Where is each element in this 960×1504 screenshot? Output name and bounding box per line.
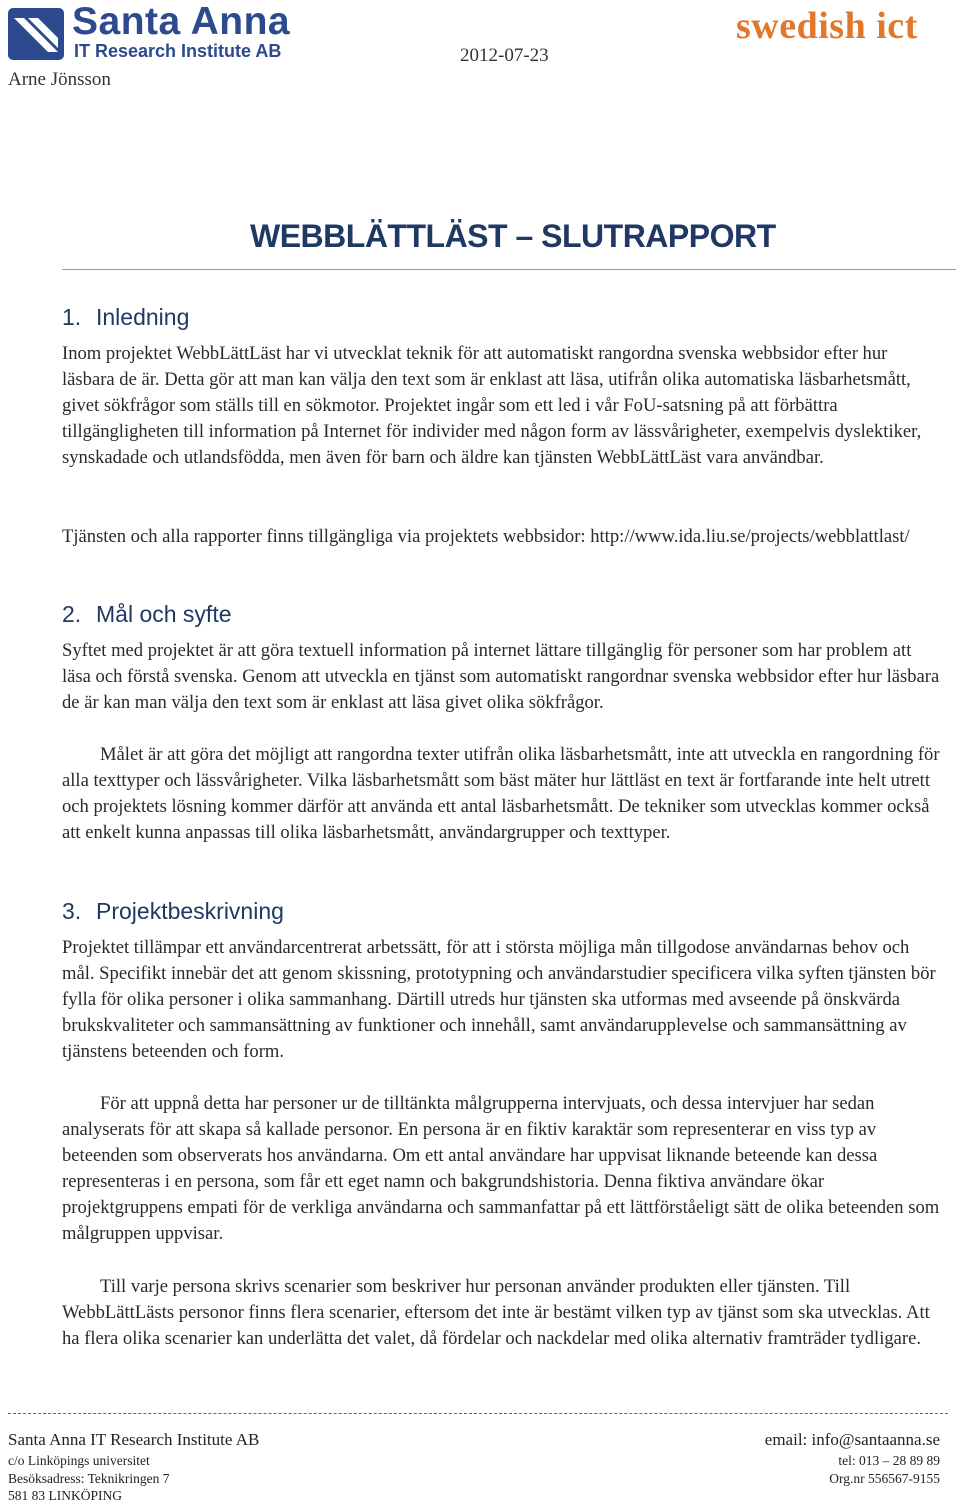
footer-company: Santa Anna IT Research Institute AB — [8, 1430, 260, 1449]
footer-divider — [8, 1413, 948, 1414]
org-name: Santa Anna — [72, 0, 291, 43]
paragraph: Målet är att göra det möjligt att rangordna texter utifrån olika läsbarhetsmått, inte att utveckla en rangordning för alla texttyper och lässvårigheter. Vilka läsbarhetsmått som bäst mäter hur lättläst en text är fortfarande inte helt utrett och projektets lösning kommer därför att använda ett antal läsbarhetsmått. De tekniker som utvecklas kommer också att enkelt kunna anpassas till olika läsbarhetsmått, användargrupper och texttyper. — [62, 744, 940, 843]
document-title: WEBBLÄTTLÄST – SLUTRAPPORT — [250, 218, 776, 254]
footer-address-line: Besöksadress: Teknikringen 7 — [8, 1471, 170, 1486]
paragraph: Inom projektet WebbLättLäst har vi utvecklat teknik för att automatiskt rangordna svenska webbsidor efter hur läsbara de är. Detta gör att man kan välja den text som är enklast att läsa, utifrån olika automatiska läsbarhetsmått, givet sökfrågor som ställs till en sökmotor. Projektet ingår som ett led i vår FoU-satsning på att förbättra tillgängligheten till information på Internet för individer med någon form av lässvårigheter, exempelvis dyslektiker, synskadade och utlandsfödda, men även för barn och äldre kan tjänsten WebbLättLäst vara användbar. — [62, 343, 922, 468]
paragraph: För att uppnå detta har personer ur de tilltänkta målgrupperna intervjuats, och dessa intervjuer har sedan analyserats för att skapa så kallade personor. En persona är en fiktiv karaktär som representerar en viss typ av beteenden som observerats hos användarna. Om ett antal användare har uppvisat liknande beteende kan dessa representeras i en persona, som får ett eget namn och bakgrundshistoria. Denna fiktiva användare ökar projektgruppens empati för de verkliga användarna och sammanfattar på ett lättförståeligt sätt de olika beteenden som målgruppen uppvisar. — [62, 1093, 940, 1244]
section-heading-2 — [62, 601, 232, 628]
document-date: 2012-07-23 — [460, 45, 549, 66]
paragraph: Syftet med projektet är att göra textuell information på internet lättare tillgänglig för personer som har problem att läsa och förstå svenska. Genom att utveckla en tjänst som automatiskt rangordnar svenska webbsidor efter hur läsbara de är kan man välja den text som är enklast att läsa givet olika sökfrågor. — [62, 640, 940, 713]
section-title: Inledning — [96, 304, 190, 330]
footer-address-line: c/o Linköpings universitet — [8, 1453, 150, 1468]
section-number: 1. — [62, 304, 82, 330]
swedish-ict-logo: swedish ict — [736, 5, 918, 47]
paragraph: Projektet tillämpar ett användarcentrerat arbetssätt, för att i största möjliga mån tillgodose användarnas behov och mål. Specifikt innebär det att genom skissning, prototypning och användarstudier specificera vilka syften tjänsten bör fylla för olika personer i olika sammanhang. Därtill utreds hur tjänsten ska utformas med avseende på önskvärda brukskvaliteter och sammansättning av funktioner och innehåll, samt användarupplevelse och sammansättning av tjänstens beteenden och form. — [62, 937, 936, 1062]
footer-address-line: 581 83 LINKÖPING — [8, 1488, 122, 1503]
santa-anna-logo-icon — [8, 8, 64, 60]
org-subtitle: IT Research Institute AB — [74, 41, 282, 61]
footer-email: email: info@santaanna.se — [764, 1430, 940, 1449]
section-number: 2. — [62, 601, 82, 627]
section-number: 3. — [62, 898, 82, 924]
section-heading-1 — [62, 304, 189, 331]
section-title: Projektbeskrivning — [96, 898, 284, 924]
section-heading-3 — [62, 898, 284, 925]
paragraph: Till varje persona skrivs scenarier som beskriver hur personan använder produkten eller tjänsten. Till WebbLättLästs personor finns flera scenarier, eftersom det inte är bestämt vilken typ av tjänst som ska utvecklas. Att ha flera olika scenarier kan underlätta det valet, då fördelar och nackdelar med olika alternativ framträder tydligare. — [62, 1276, 930, 1349]
paragraph: Tjänsten och alla rapporter finns tillgängliga via projektets webbsidor: http://www.ida.liu.se/projects/webblattlast/ — [62, 526, 910, 547]
footer-phone: tel: 013 – 28 89 89 — [838, 1453, 940, 1468]
footer-orgnr: Org.nr 556567-9155 — [829, 1471, 940, 1486]
section-title: Mål och syfte — [96, 601, 232, 627]
author: Arne Jönsson — [8, 69, 111, 90]
title-divider — [62, 269, 956, 270]
